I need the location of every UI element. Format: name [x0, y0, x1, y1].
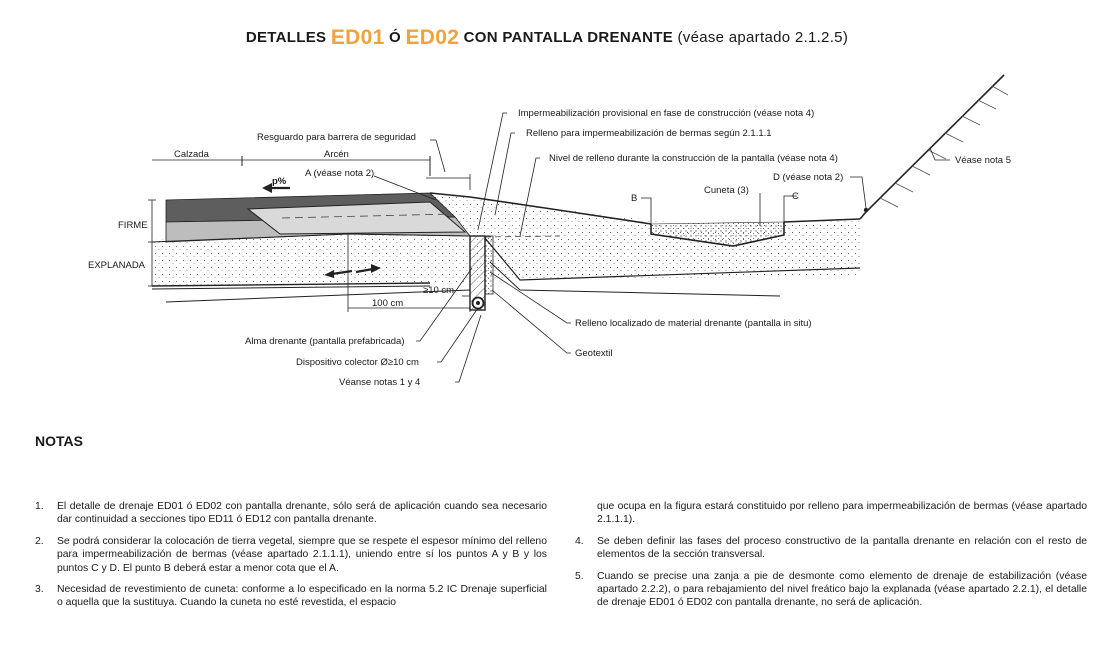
label-point-d: D (véase nota 2): [773, 172, 844, 183]
note-number: 1.: [35, 501, 44, 512]
label-min-10cm: ≥10 cm: [423, 285, 455, 296]
label-impermeabilizacion: Impermeabilización provisional en fase de construcción (véase nota 4): [518, 108, 815, 119]
title-code-ed02: ED02: [405, 26, 460, 49]
note-3: [35, 583, 547, 610]
title-suffix: CON PANTALLA DRENANTE: [463, 29, 673, 46]
title-reference: (véase apartado 2.1.2.5): [677, 29, 849, 46]
note-1: [35, 500, 547, 527]
label-relleno-localizado: Relleno localizado de material drenante (pantalla in situ): [575, 318, 812, 329]
label-resguardo: Resguardo para barrera de seguridad: [257, 132, 416, 143]
label-cuneta: Cuneta (3): [704, 185, 749, 196]
label-point-c: C: [792, 191, 799, 202]
notes-column-left: [35, 500, 547, 618]
label-geotextil: Geotextil: [575, 348, 613, 359]
note-4: [575, 535, 1087, 562]
label-slope-pct: p%: [272, 176, 287, 187]
title-code-ed01: ED01: [330, 26, 385, 49]
title-prefix: DETALLES: [245, 29, 327, 46]
note-text: Necesidad de revestimiento de cuneta: conforme a lo especificado en la norma 5.2 IC Drenaje superficial o aquella que la sustituya. Cuando la cuneta no esté revestida, el espacio: [57, 584, 547, 609]
note-5: [575, 570, 1087, 610]
label-100cm: 100 cm: [372, 298, 404, 309]
title-conjunction: Ó: [389, 29, 401, 46]
note-text: El detalle de drenaje ED01 ó ED02 con pantalla drenante, sólo será de aplicación cuando sea necesario dar continuidad a secciones tipo ED11 ó ED12 con pantalla drenante.: [57, 501, 547, 526]
label-nota5: Véase nota 5: [955, 155, 1011, 166]
note-2: [35, 535, 547, 575]
note-text: Se podrá considerar la colocación de tierra vegetal, siempre que se respete el espesor mínimo del relleno para impermeabilización de bermas (véase apartado 2.1.1.1), uniendo entre sí los puntos A y B y los puntos C y D. El punto B deberá estar a menor cota que el A.: [57, 535, 547, 574]
note-number: 3.: [35, 584, 44, 596]
note-number: 5.: [575, 570, 584, 582]
note-number: 4.: [575, 535, 584, 547]
label-explanada: EXPLANADA: [88, 260, 146, 271]
note-3-continued: [575, 500, 1087, 527]
label-nivel-relleno: Nivel de relleno durante la construcción de la pantalla (véase nota 4): [549, 153, 838, 164]
label-veanse-notas: Véanse notas 1 y 4: [339, 377, 421, 388]
note-text: Se deben definir las fases del proceso constructivo de la pantalla drenante en relación con el resto de elementos de la sección transversal.: [597, 535, 1087, 561]
label-dispositivo-colector: Dispositivo colector Ø≥10 cm: [296, 357, 419, 368]
note-text: que ocupa en la figura estará constituido por relleno para impermeabilización de bermas (véase apartado 2.1.1.1).: [597, 501, 1087, 526]
label-relleno-bermas: Relleno para impermeabilización de bermas según 2.1.1.1: [526, 128, 772, 139]
label-point-b: B: [631, 193, 638, 204]
note-number: 2.: [35, 535, 44, 547]
talud-desmonte: [860, 75, 1004, 219]
label-arcen: Arcén: [324, 149, 349, 160]
label-alma-drenante: Alma drenante (pantalla prefabricada): [245, 336, 405, 347]
label-point-a: A (véase nota 2): [305, 168, 375, 179]
notes-heading: NOTAS: [35, 433, 83, 449]
notes-column-right: [575, 500, 1087, 618]
label-calzada: Calzada: [174, 149, 209, 160]
label-firme: FIRME: [118, 220, 148, 231]
note-text: Cuando se precise una zanja a pie de desmonte como elemento de drenaje de estabilización (véase apartado 2.2.2), o para rebajamiento del nivel freático bajo la explanada (véase apartado 2.2.1), el detalle de drenaje ED01 ó ED02 con pantalla drenante, no será de aplicación.: [597, 570, 1087, 609]
